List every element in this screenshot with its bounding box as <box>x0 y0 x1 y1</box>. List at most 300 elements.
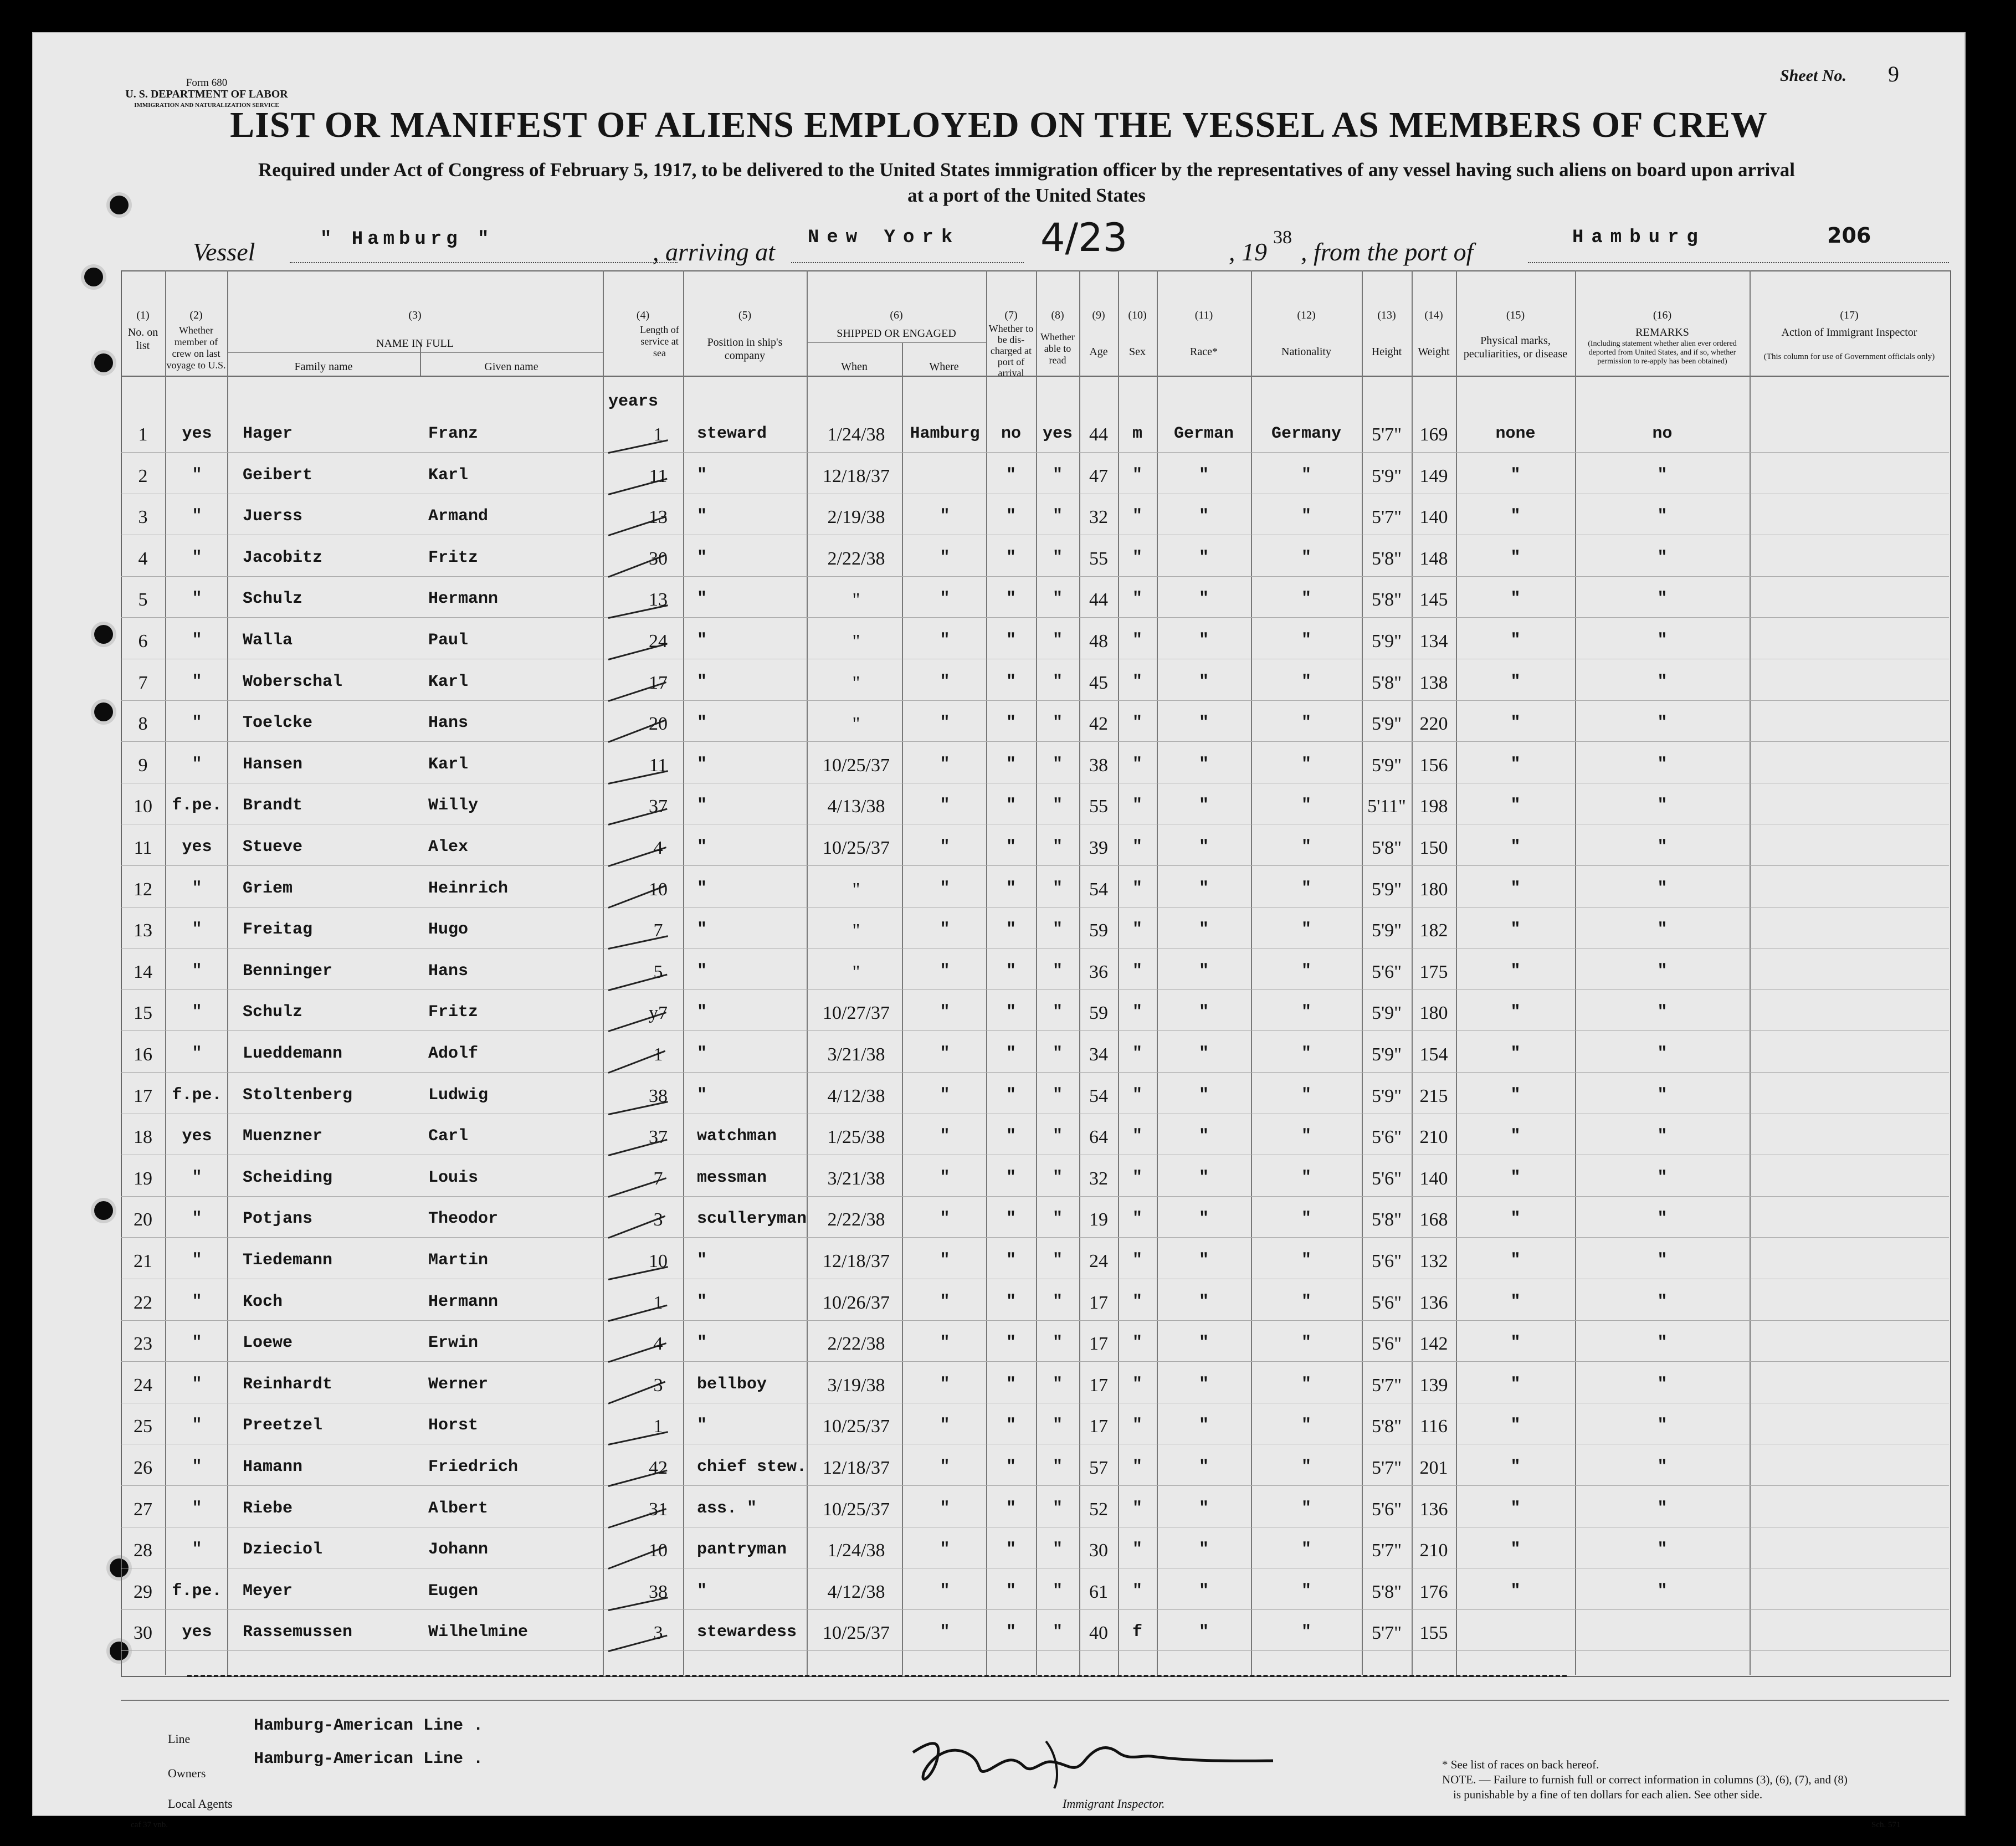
able-to-read-cell: " <box>1052 1168 1063 1187</box>
family-name-cell: Hansen <box>243 755 303 774</box>
shipped-where-cell: " <box>940 879 950 898</box>
nationality-cell: " <box>1301 1127 1311 1146</box>
given-name-cell: Wilhelmine <box>428 1623 529 1642</box>
nationality-cell: " <box>1301 755 1311 774</box>
service-years-cell: 37 <box>649 796 668 817</box>
nationality-cell: " <box>1301 1085 1311 1105</box>
remarks-cell: " <box>1657 1292 1668 1311</box>
service-years-cell: 1 <box>653 1416 663 1437</box>
row-rule <box>121 452 1949 453</box>
sex-cell: " <box>1132 1168 1142 1187</box>
position-cell: bellboy <box>697 1375 767 1394</box>
race-cell: " <box>1198 920 1209 940</box>
position-cell: " <box>697 1334 707 1353</box>
age-cell: 17 <box>1089 1416 1108 1437</box>
shipped-where-cell: " <box>940 1416 950 1435</box>
given-name-cell: Hans <box>428 714 469 733</box>
position-cell: " <box>697 838 707 857</box>
row-rule <box>121 1072 1949 1073</box>
physical-marks-cell: " <box>1510 920 1521 940</box>
remarks-cell: " <box>1657 1168 1668 1187</box>
race-cell: " <box>1198 755 1209 774</box>
position-cell: " <box>697 507 707 526</box>
able-to-read-cell: " <box>1052 755 1063 774</box>
shipped-when-cell: 10/25/37 <box>823 755 890 776</box>
col-header-when: When <box>841 361 868 373</box>
nationality-cell: " <box>1301 507 1311 526</box>
family-name-cell: Preetzel <box>243 1416 323 1435</box>
physical-marks-cell: " <box>1510 961 1521 981</box>
weight-cell: 142 <box>1419 1334 1448 1355</box>
shipped-where-cell: " <box>940 1085 950 1105</box>
col-header-last-voyage: Whether member of crew on last voyage to U.S. <box>166 325 226 371</box>
race-cell: " <box>1198 1085 1209 1105</box>
family-name-cell: Rassemussen <box>243 1623 353 1642</box>
service-years-cell: 1 <box>653 424 663 445</box>
penalty-note-1: NOTE. — Failure to furnish full or correct information in columns (3), (6), (7), and (8) <box>1442 1773 1848 1786</box>
last-voyage-cell: " <box>192 1044 202 1063</box>
discharged-cell: " <box>1006 1085 1016 1105</box>
col-header-no: No. on list <box>127 326 158 352</box>
sex-cell: " <box>1132 507 1142 526</box>
family-name-cell: Reinhardt <box>243 1375 333 1394</box>
remarks-cell: no <box>1652 424 1673 443</box>
sex-cell: " <box>1132 1003 1142 1022</box>
able-to-read-cell: " <box>1052 1044 1063 1063</box>
height-cell: 5'9" <box>1371 1085 1402 1106</box>
age-cell: 30 <box>1089 1540 1108 1561</box>
age-cell: 17 <box>1089 1334 1108 1355</box>
print-code: caf 37 vnb. <box>131 1821 168 1829</box>
shipped-when-cell: " <box>852 589 860 611</box>
service-years-cell: 38 <box>649 1581 668 1602</box>
given-name-cell: Ludwig <box>428 1085 489 1105</box>
height-cell: 5'6" <box>1371 1251 1402 1271</box>
schedule-number: Sch. 571 <box>1871 1821 1901 1829</box>
row-number: 27 <box>134 1499 152 1520</box>
shipped-when-cell: " <box>852 879 860 900</box>
height-cell: 5'11" <box>1367 796 1406 817</box>
arriving-port: New York <box>808 227 961 248</box>
last-voyage-cell: yes <box>182 1127 212 1146</box>
age-cell: 39 <box>1089 838 1108 858</box>
col-header-remarks-note: (Including statement whether alien ever ordered deported from United States, and if so, whether permission to re-apply has been obtained) <box>1588 340 1737 366</box>
last-voyage-cell: f.pe. <box>172 1085 222 1105</box>
row-number: 23 <box>134 1334 152 1355</box>
binder-hole <box>84 268 103 286</box>
able-to-read-cell: " <box>1052 589 1063 609</box>
shipped-where-cell: " <box>940 714 950 733</box>
service-years-cell: 10 <box>649 879 668 900</box>
given-name-cell: Franz <box>428 424 479 443</box>
family-name-cell: Walla <box>243 631 293 650</box>
service-years-cell: 7 <box>653 1168 663 1189</box>
shipped-where-cell: " <box>940 838 950 857</box>
row-number: 29 <box>134 1581 152 1602</box>
row-rule <box>121 989 1949 990</box>
weight-cell: 149 <box>1419 465 1448 486</box>
age-cell: 17 <box>1089 1375 1108 1396</box>
remarks-cell: " <box>1657 1251 1668 1270</box>
header-rule <box>121 376 1949 377</box>
weight-cell: 134 <box>1419 631 1448 652</box>
sex-cell: " <box>1132 1416 1142 1435</box>
height-cell: 5'7" <box>1371 1458 1402 1478</box>
position-cell: chief stew. <box>697 1458 807 1476</box>
position-cell: " <box>697 796 707 816</box>
nationality-cell: " <box>1301 879 1311 898</box>
position-cell: " <box>697 961 707 981</box>
sex-cell: " <box>1132 961 1142 981</box>
service-years-cell: 3 <box>653 1209 663 1230</box>
shipped-when-cell: 12/18/37 <box>823 465 890 486</box>
race-cell: " <box>1198 1044 1209 1063</box>
height-cell: 5'7" <box>1371 1540 1402 1561</box>
race-cell: " <box>1198 1127 1209 1146</box>
port-rule <box>791 262 1024 263</box>
shipped-where-cell: " <box>940 1334 950 1353</box>
discharged-cell: " <box>1006 1003 1016 1022</box>
remarks-cell: " <box>1657 631 1668 650</box>
height-cell: 5'8" <box>1371 548 1402 569</box>
physical-marks-cell: " <box>1510 1251 1521 1270</box>
nationality-cell: " <box>1301 1623 1311 1642</box>
race-cell: " <box>1198 1003 1209 1022</box>
able-to-read-cell: " <box>1052 879 1063 898</box>
row-rule <box>121 700 1949 701</box>
row-number: 18 <box>134 1127 152 1148</box>
weight-cell: 180 <box>1419 879 1448 900</box>
row-number: 30 <box>134 1623 152 1644</box>
nationality-cell: " <box>1301 961 1311 981</box>
nationality-cell: " <box>1301 631 1311 650</box>
weight-cell: 136 <box>1419 1499 1448 1520</box>
race-cell: " <box>1198 589 1209 609</box>
discharged-cell: " <box>1006 1623 1016 1642</box>
race-cell: " <box>1198 1416 1209 1435</box>
shipped-where-cell: " <box>940 589 950 609</box>
col-num: (2) <box>189 309 203 321</box>
discharged-cell: " <box>1006 920 1016 940</box>
shipped-where-cell: " <box>940 548 950 567</box>
service-years-cell: 17 <box>649 672 668 693</box>
row-rule <box>121 1237 1949 1238</box>
shipped-where-cell: " <box>940 1375 950 1394</box>
race-cell: " <box>1198 961 1209 981</box>
race-cell: " <box>1198 1458 1209 1476</box>
physical-marks-cell: " <box>1510 631 1521 650</box>
service-years-cell: 1 <box>653 1292 663 1313</box>
position-cell: " <box>697 1581 707 1601</box>
col-header-weight: Weight <box>1418 346 1450 358</box>
race-cell: " <box>1198 1251 1209 1270</box>
given-name-cell: Paul <box>428 631 469 650</box>
nationality-cell: " <box>1301 1458 1311 1476</box>
discharged-cell: " <box>1006 1416 1016 1435</box>
physical-marks-cell: " <box>1510 1540 1521 1560</box>
service-years-cell: 31 <box>649 1499 668 1520</box>
subtitle <box>115 157 1938 208</box>
row-rule <box>121 1361 1949 1362</box>
given-name-cell: Werner <box>428 1375 489 1394</box>
age-cell: 48 <box>1089 631 1108 652</box>
shipped-when-cell: 3/19/38 <box>827 1375 885 1396</box>
sex-cell: " <box>1132 1499 1142 1518</box>
remarks-cell: " <box>1657 589 1668 609</box>
shipped-when-cell: " <box>852 672 860 693</box>
last-voyage-cell: " <box>192 1375 202 1394</box>
vessel-label: Vessel <box>193 238 255 266</box>
col-header-physical-marks: Physical marks, peculiarities, or disease <box>1463 335 1568 360</box>
race-cell: German <box>1173 424 1234 443</box>
able-to-read-cell: yes <box>1042 424 1073 443</box>
shipped-when-cell: " <box>852 961 860 982</box>
col-num: (15) <box>1506 309 1525 321</box>
row-number: 1 <box>138 424 148 445</box>
height-cell: 5'9" <box>1371 465 1402 486</box>
remarks-cell: " <box>1657 1334 1668 1353</box>
physical-marks-cell: none <box>1495 424 1536 443</box>
race-cell: " <box>1198 465 1209 485</box>
position-cell: messman <box>697 1168 767 1187</box>
row-number: 16 <box>134 1044 152 1065</box>
shipped-where-cell: " <box>940 1251 950 1270</box>
last-voyage-cell: yes <box>182 1623 212 1642</box>
shipped-when-cell: " <box>852 920 860 941</box>
year-label: , 19 <box>1229 238 1267 266</box>
last-voyage-cell: " <box>192 1209 202 1229</box>
shipped-when-cell: 1/24/38 <box>827 1540 885 1561</box>
inspector-label: Immigrant Inspector. <box>1063 1797 1165 1811</box>
weight-cell: 145 <box>1419 589 1448 611</box>
nationality-cell: " <box>1301 714 1311 733</box>
shipped-where-cell: " <box>940 1499 950 1518</box>
physical-marks-cell: " <box>1510 1334 1521 1353</box>
row-number: 22 <box>134 1292 152 1313</box>
discharged-cell: " <box>1006 548 1016 567</box>
last-voyage-cell: " <box>192 631 202 650</box>
family-name-cell: Meyer <box>243 1581 293 1601</box>
given-name-cell: Karl <box>428 465 469 485</box>
nationality-cell: " <box>1301 1375 1311 1394</box>
col-num: (8) <box>1051 309 1064 321</box>
race-cell: " <box>1198 672 1209 691</box>
able-to-read-cell: " <box>1052 1375 1063 1394</box>
row-number: 25 <box>134 1416 152 1437</box>
last-voyage-cell: " <box>192 1540 202 1560</box>
col-header-race: Race* <box>1190 346 1218 358</box>
nationality-cell: " <box>1301 1334 1311 1353</box>
weight-cell: 138 <box>1419 672 1448 693</box>
able-to-read-cell: " <box>1052 548 1063 567</box>
physical-marks-cell: " <box>1510 1499 1521 1518</box>
shipped-when-cell: 4/13/38 <box>827 796 885 817</box>
remarks-cell: " <box>1657 961 1668 981</box>
able-to-read-cell: " <box>1052 1292 1063 1311</box>
from-rule <box>1528 262 1949 263</box>
family-name-cell: Stoltenberg <box>243 1085 353 1105</box>
nationality-cell: " <box>1301 548 1311 567</box>
shipped-when-cell: 12/18/37 <box>823 1251 890 1271</box>
family-name-cell: Geibert <box>243 465 313 485</box>
sex-cell: " <box>1132 879 1142 898</box>
family-name-cell: Scheiding <box>243 1168 333 1187</box>
page-title: LIST OR MANIFEST OF ALIENS EMPLOYED ON THE VESSEL AS MEMBERS OF CREW <box>230 105 1768 145</box>
discharged-cell: " <box>1006 961 1016 981</box>
shipped-when-cell: 2/19/38 <box>827 507 885 528</box>
height-cell: 5'6" <box>1371 1292 1402 1313</box>
age-cell: 44 <box>1089 589 1108 611</box>
nationality-cell: Germany <box>1271 424 1342 443</box>
remarks-cell: " <box>1657 1375 1668 1394</box>
shipped-where-cell: " <box>940 1003 950 1022</box>
given-name-cell: Hugo <box>428 920 469 940</box>
shipped-where-cell: " <box>940 1127 950 1146</box>
col-header-height: Height <box>1371 346 1402 358</box>
discharged-cell: " <box>1006 1581 1016 1601</box>
height-cell: 5'8" <box>1371 1416 1402 1437</box>
col-num: (5) <box>738 309 752 321</box>
family-name-cell: Riebe <box>243 1499 293 1518</box>
sex-cell: m <box>1132 424 1142 443</box>
remarks-cell: " <box>1657 1581 1668 1601</box>
shipped-when-cell: 3/21/38 <box>827 1044 885 1065</box>
able-to-read-cell: " <box>1052 1334 1063 1353</box>
sex-cell: " <box>1132 465 1142 485</box>
given-name-cell: Willy <box>428 796 479 816</box>
shipped-when-cell: 2/22/38 <box>827 1334 885 1355</box>
service-name: IMMIGRATION AND NATURALIZATION SERVICE <box>134 102 279 109</box>
col-num: (7) <box>1004 309 1018 321</box>
last-voyage-cell: " <box>192 1416 202 1435</box>
age-cell: 36 <box>1089 961 1108 982</box>
col-header-discharged: Whether to be dis-charged at port of arrival <box>988 323 1034 378</box>
height-cell: 5'7" <box>1371 507 1402 528</box>
footer-line-value: Hamburg-American Line . <box>254 1716 484 1735</box>
vessel-rule <box>290 262 678 263</box>
given-name-cell: Johann <box>428 1540 489 1560</box>
sex-cell: " <box>1132 1540 1142 1560</box>
weight-cell: 148 <box>1419 548 1448 569</box>
height-cell: 5'8" <box>1371 1209 1402 1230</box>
remarks-cell: " <box>1657 879 1668 898</box>
shipped-where-cell: " <box>940 1168 950 1187</box>
binder-hole <box>94 625 113 644</box>
race-cell: " <box>1198 1334 1209 1353</box>
able-to-read-cell: " <box>1052 672 1063 691</box>
weight-cell: 132 <box>1419 1251 1448 1271</box>
weight-cell: 155 <box>1419 1623 1448 1644</box>
shipped-where-cell: " <box>940 961 950 981</box>
col-header-position: Position in ship's company <box>707 336 783 362</box>
age-cell: 32 <box>1089 507 1108 528</box>
physical-marks-cell: " <box>1510 465 1521 485</box>
col-num: (14) <box>1424 309 1443 321</box>
sex-cell: " <box>1132 631 1142 650</box>
given-name-cell: Albert <box>428 1499 489 1518</box>
col-num: (10) <box>1128 309 1147 321</box>
weight-cell: 201 <box>1419 1458 1448 1478</box>
weight-cell: 168 <box>1419 1209 1448 1230</box>
service-years-cell: 37 <box>649 1127 668 1148</box>
given-name-cell: Louis <box>428 1168 479 1187</box>
able-to-read-cell: " <box>1052 465 1063 485</box>
given-name-cell: Friedrich <box>428 1458 519 1476</box>
race-cell: " <box>1198 796 1209 816</box>
last-voyage-cell: " <box>192 1458 202 1476</box>
nationality-cell: " <box>1301 1044 1311 1063</box>
col-header-name: NAME IN FULL <box>376 337 454 350</box>
discharged-cell: no <box>1001 424 1021 443</box>
position-cell: " <box>697 589 707 609</box>
family-name-cell: Hamann <box>243 1458 303 1476</box>
sex-cell: " <box>1132 1581 1142 1601</box>
weight-cell: 175 <box>1419 961 1448 982</box>
physical-marks-cell: " <box>1510 838 1521 857</box>
family-name-cell: Hager <box>243 424 293 443</box>
subtitle-line-1: Required under Act of Congress of February 5, 1917, to be delivered to the United States immigration officer by the representatives of any vessel having such aliens on board upon arrival <box>258 159 1795 181</box>
shipped-when-cell: 2/22/38 <box>827 1209 885 1230</box>
discharged-cell: " <box>1006 796 1016 816</box>
able-to-read-cell: " <box>1052 1209 1063 1229</box>
weight-cell: 136 <box>1419 1292 1448 1313</box>
row-rule <box>121 1650 1949 1651</box>
shipped-when-cell: 10/25/37 <box>823 838 890 858</box>
physical-marks-cell: " <box>1510 1168 1521 1187</box>
weight-cell: 140 <box>1419 507 1448 528</box>
col-header-inspector-action: Action of Immigrant Inspector <box>1781 326 1917 339</box>
weight-cell: 198 <box>1419 796 1448 817</box>
sex-cell: " <box>1132 1085 1142 1105</box>
sheet-label: Sheet No. <box>1780 66 1846 85</box>
col-num: (13) <box>1377 309 1396 321</box>
age-cell: 59 <box>1089 920 1108 941</box>
sex-cell: " <box>1132 714 1142 733</box>
nationality-cell: " <box>1301 465 1311 485</box>
race-cell: " <box>1198 1581 1209 1601</box>
position-cell: steward <box>697 424 767 443</box>
shipped-when-cell: 4/12/38 <box>827 1581 885 1602</box>
given-name-cell: Fritz <box>428 1003 479 1022</box>
nationality-cell: " <box>1301 1499 1311 1518</box>
discharged-cell: " <box>1006 714 1016 733</box>
race-cell: " <box>1198 879 1209 898</box>
shipped-when-cell: " <box>852 631 860 652</box>
last-voyage-cell: " <box>192 714 202 733</box>
race-cell: " <box>1198 1292 1209 1311</box>
last-voyage-cell: " <box>192 1251 202 1270</box>
age-cell: 59 <box>1089 1003 1108 1024</box>
sex-cell: " <box>1132 1334 1142 1353</box>
family-name-cell: Griem <box>243 879 293 898</box>
col-header-nationality: Nationality <box>1281 346 1331 358</box>
able-to-read-cell: " <box>1052 1251 1063 1270</box>
last-voyage-cell: " <box>192 920 202 940</box>
col-header-read: Whether able to read <box>1040 331 1075 366</box>
discharged-cell: " <box>1006 1458 1016 1476</box>
age-cell: 42 <box>1089 714 1108 735</box>
service-years-cell: 42 <box>649 1458 668 1478</box>
col-header-given-name: Given name <box>484 361 538 373</box>
remarks-cell: " <box>1657 755 1668 774</box>
position-cell: " <box>697 879 707 898</box>
physical-marks-cell: " <box>1510 1003 1521 1022</box>
position-cell: ass. " <box>697 1499 757 1518</box>
row-rule <box>121 1196 1949 1197</box>
sex-cell: " <box>1132 1375 1142 1394</box>
nationality-cell: " <box>1301 1168 1311 1187</box>
footer-owners-label: Owners <box>168 1766 206 1780</box>
